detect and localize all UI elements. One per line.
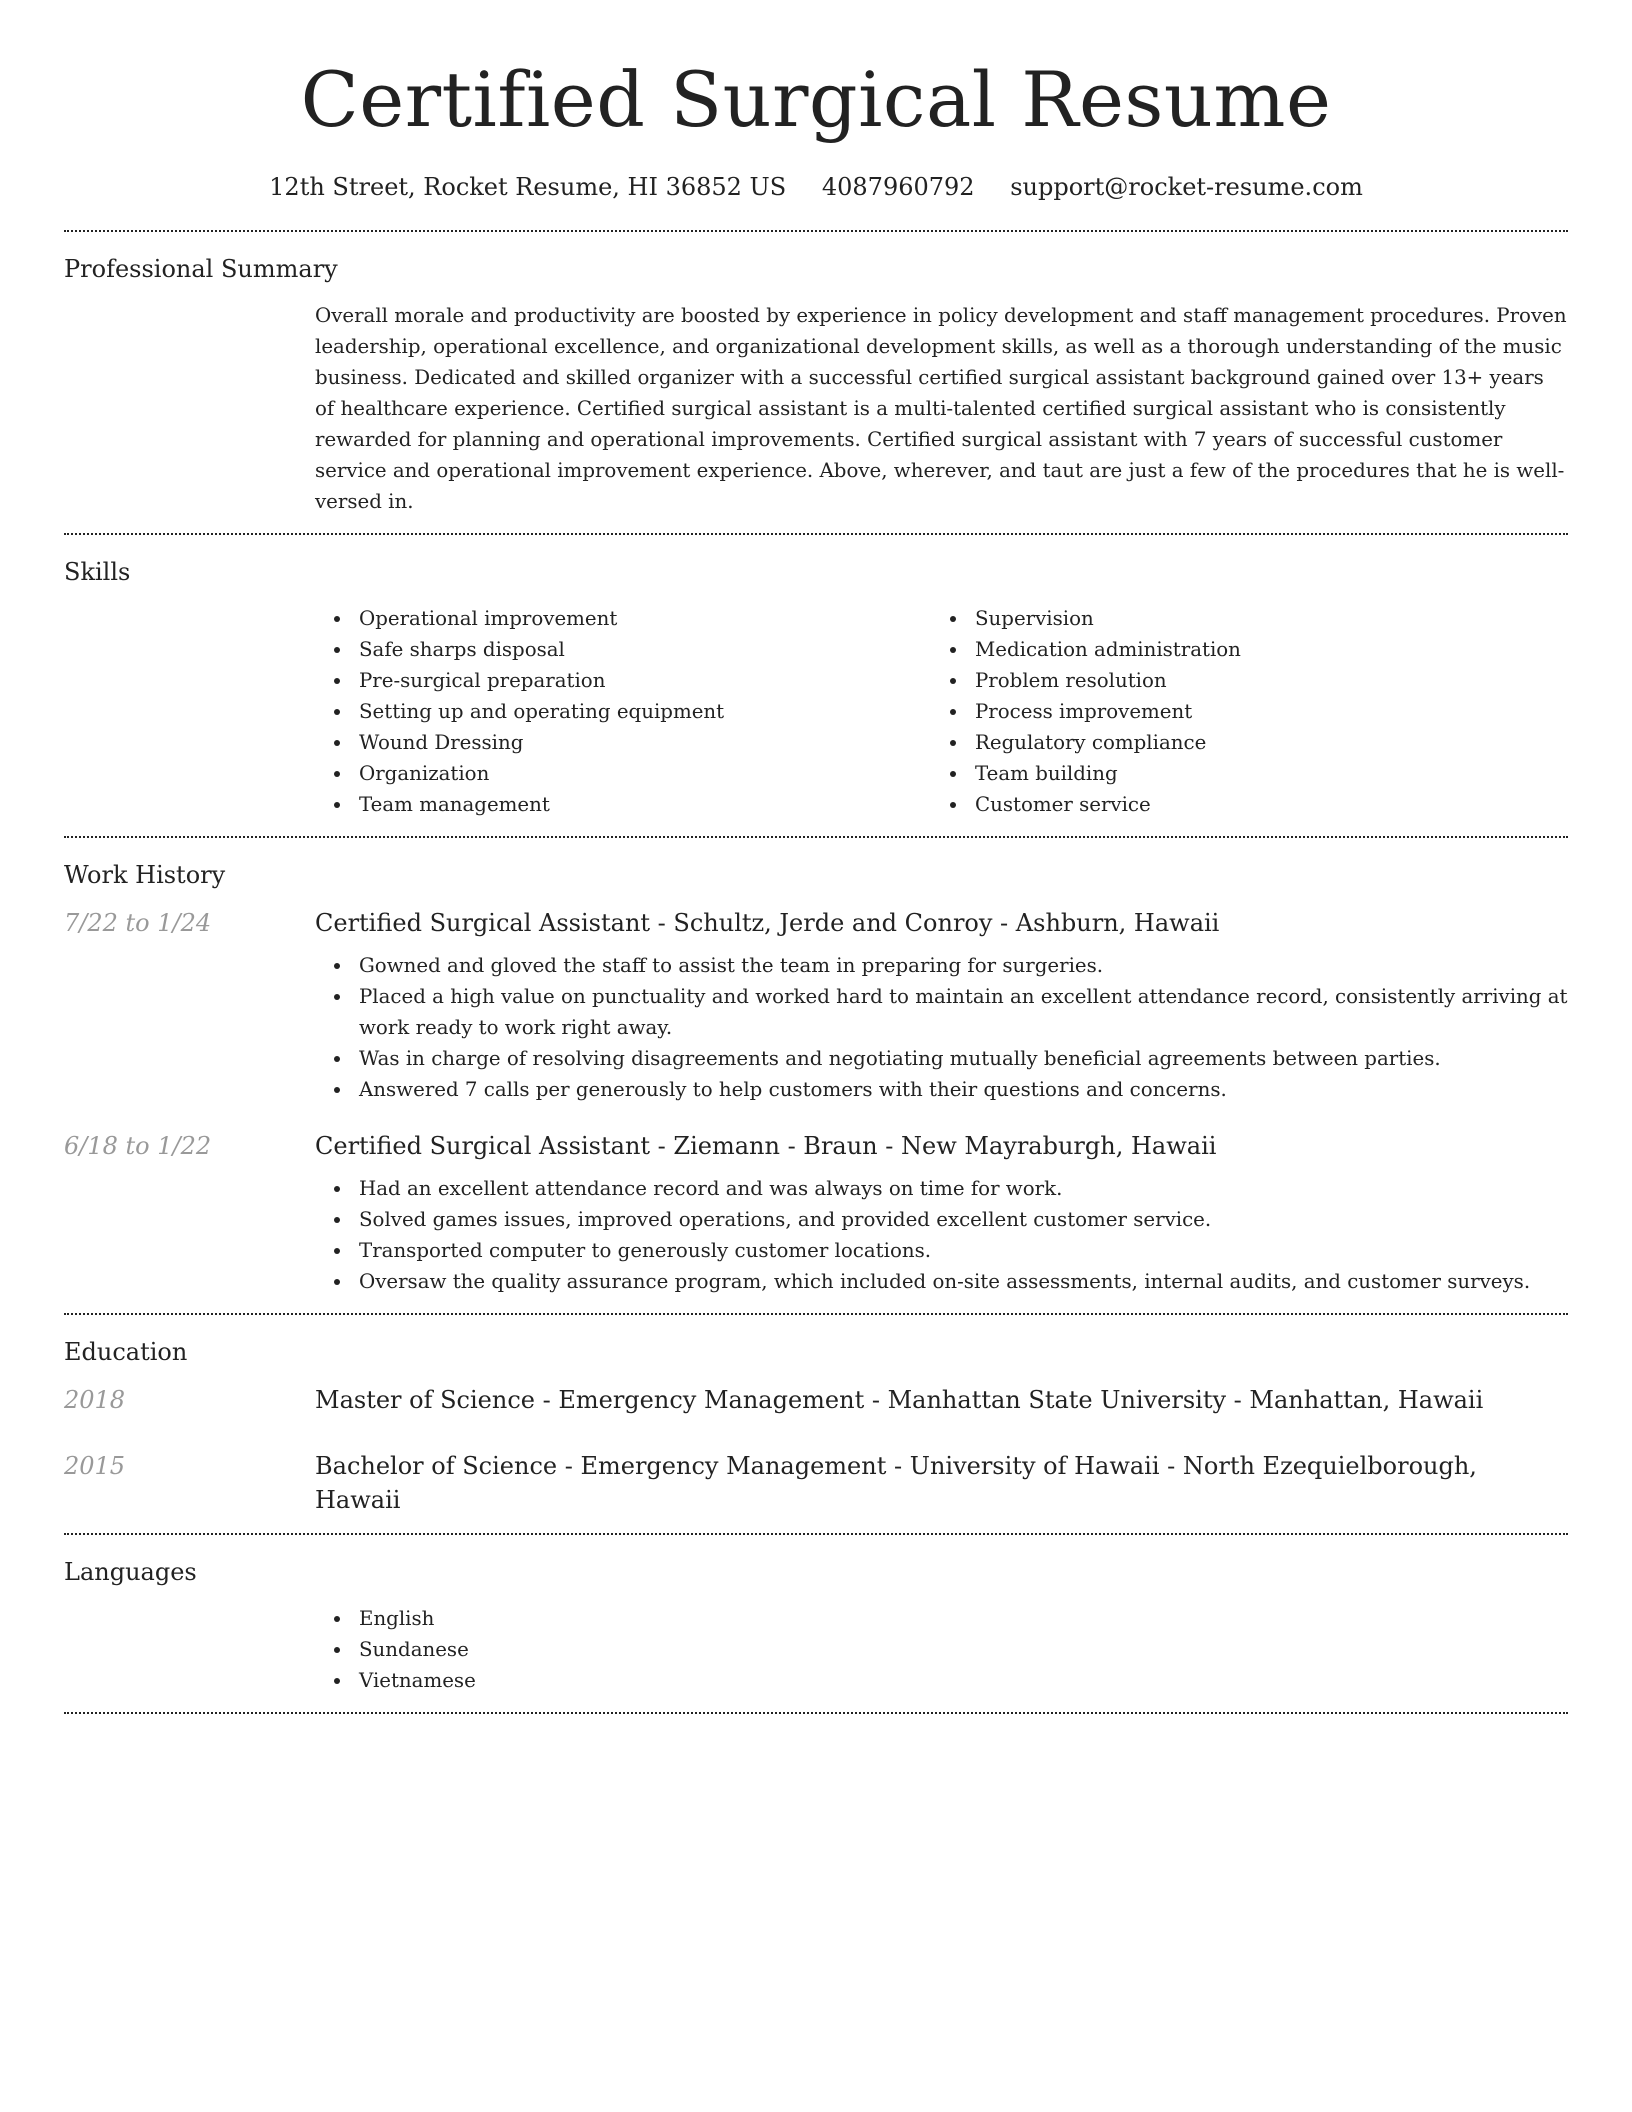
contact-line	[64, 170, 1568, 204]
section-divider	[64, 1712, 1568, 1714]
languages-body	[315, 1603, 1568, 1696]
job-dates: 6/18 to 1/22	[64, 1132, 212, 1160]
skills-section	[64, 535, 1568, 836]
skills-heading: Skills	[64, 558, 131, 586]
education-heading-line: Bachelor of Science - Emergency Management - University of Hawaii - North Ezequielborough, Hawaii	[315, 1452, 1477, 1514]
skill-item: Process improvement	[975, 696, 1547, 727]
education-year: 2018	[64, 1386, 126, 1414]
job-heading: Certified Surgical Assistant - Ziemann - Braun - New Mayraburgh, Hawaii	[315, 1132, 1217, 1160]
education-entry	[64, 1383, 1568, 1417]
job-entry	[64, 1129, 1568, 1297]
job-dates: 7/22 to 1/24	[64, 909, 212, 937]
resume-header	[64, 0, 1568, 204]
skill-item: Customer service	[975, 789, 1547, 820]
summary-text: Overall morale and productivity are boosted by experience in policy development and staff management procedures. Proven leadership, operational excellence, and organizational development skills, as well as a thorough understanding of the music business. Dedicated and skilled organizer with a successful certified surgical assistant background gained over 13+ years of healthcare experience. Certified surgical assistant is a multi-talented certified surgical assistant who is consistently rewarded for planning and operational improvements. Certified surgical assistant with 7 years of successful customer service and operational improvement experience. Above, wherever, and taut are just a few of the procedures that he is well-versed in.	[315, 304, 1567, 513]
skill-item: Operational improvement	[359, 603, 931, 634]
job-duty: Was in charge of resolving disagreements and negotiating mutually beneficial agreements between parties.	[359, 1043, 1568, 1074]
skill-item: Pre-surgical preparation	[359, 665, 931, 696]
job-entry	[64, 906, 1568, 1105]
job-details	[315, 906, 1568, 1105]
job-duties-list	[315, 950, 1568, 1105]
skill-item: Setting up and operating equipment	[359, 696, 931, 727]
skill-item: Safe sharps disposal	[359, 634, 931, 665]
education-details	[315, 1449, 1568, 1517]
job-duty: Solved games issues, improved operations, and provided excellent customer service.	[359, 1204, 1568, 1235]
skill-item: Medication administration	[975, 634, 1547, 665]
work-history-heading: Work History	[64, 861, 226, 889]
language-item: English	[359, 1603, 1568, 1634]
contact-address: 12th Street, Rocket Resume, HI 36852 US	[269, 173, 787, 201]
education-section	[64, 1315, 1568, 1533]
skill-item: Organization	[359, 758, 931, 789]
language-item: Vietnamese	[359, 1665, 1568, 1696]
skill-item: Regulatory compliance	[975, 727, 1547, 758]
education-year: 2015	[64, 1452, 126, 1480]
skill-item: Team management	[359, 789, 931, 820]
skills-list-right	[931, 603, 1547, 820]
skills-column-right	[931, 603, 1547, 820]
job-duties-list	[315, 1173, 1568, 1297]
education-heading-line: Master of Science - Emergency Management - Manhattan State University - Manhattan, Hawaii	[315, 1386, 1484, 1414]
education-heading: Education	[64, 1338, 188, 1366]
contact-phone: 4087960792	[821, 173, 975, 201]
languages-list	[315, 1603, 1568, 1696]
skills-column-left	[315, 603, 931, 820]
languages-heading: Languages	[64, 1558, 197, 1586]
skills-body	[315, 603, 1568, 820]
job-duty: Answered 7 calls per generously to help customers with their questions and concerns.	[359, 1074, 1568, 1105]
summary-body	[315, 300, 1568, 517]
job-details	[315, 1129, 1568, 1297]
job-duty: Had an excellent attendance record and was always on time for work.	[359, 1173, 1568, 1204]
skill-item: Supervision	[975, 603, 1547, 634]
job-heading: Certified Surgical Assistant - Schultz, Jerde and Conroy - Ashburn, Hawaii	[315, 909, 1220, 937]
skill-item: Team building	[975, 758, 1547, 789]
skill-item: Wound Dressing	[359, 727, 931, 758]
contact-email: support@rocket-resume.com	[1010, 173, 1363, 201]
language-item: Sundanese	[359, 1634, 1568, 1665]
skills-list-left	[315, 603, 931, 820]
summary-heading: Professional Summary	[64, 255, 338, 283]
work-history-section	[64, 838, 1568, 1313]
resume-title: Certified Surgical Resume	[300, 55, 1332, 144]
education-details	[315, 1383, 1568, 1417]
job-duty: Transported computer to generously customer locations.	[359, 1235, 1568, 1266]
job-duty: Placed a high value on punctuality and worked hard to maintain an excellent attendance record, consistently arriving at work ready to work right away.	[359, 981, 1568, 1043]
languages-section	[64, 1535, 1568, 1712]
summary-section	[64, 232, 1568, 533]
skill-item: Problem resolution	[975, 665, 1547, 696]
job-duty: Oversaw the quality assurance program, which included on-site assessments, internal audits, and customer surveys.	[359, 1266, 1568, 1297]
job-duty: Gowned and gloved the staff to assist the team in preparing for surgeries.	[359, 950, 1568, 981]
education-entry	[64, 1449, 1568, 1517]
